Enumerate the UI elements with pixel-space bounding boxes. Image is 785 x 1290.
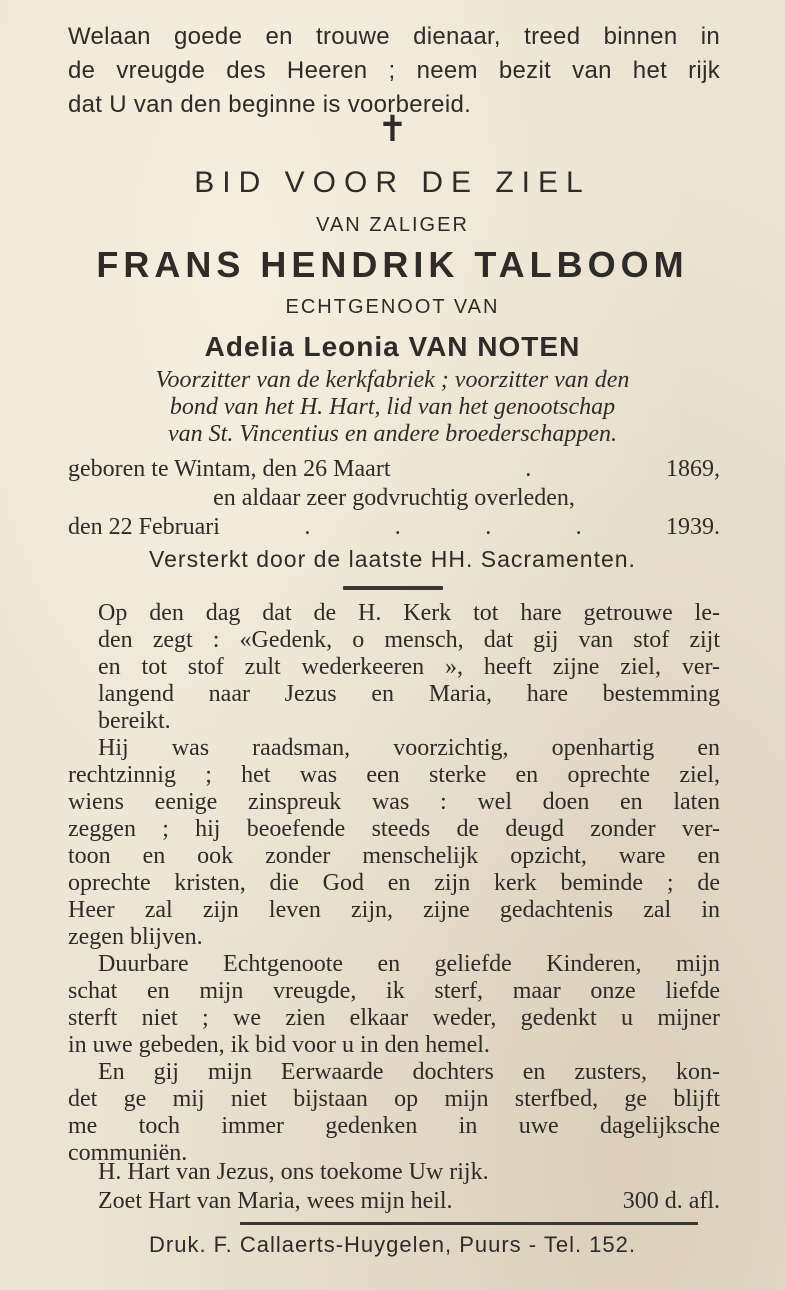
- paragraph: [68, 951, 720, 1059]
- body-line: en tot stof zult wederkeeren », heeft zijne ziel, ver-: [98, 654, 720, 680]
- roles-line: Voorzitter van de kerkfabriek ; voorzitter van den: [155, 367, 630, 393]
- verse-line: Welaan goede en trouwe dienaar, treed binnen in: [68, 23, 720, 50]
- body-line: Hij was raadsman, voorzichtig, openhartig en: [98, 735, 720, 761]
- paragraph: [68, 600, 720, 735]
- bible-verse: [68, 20, 720, 122]
- printer-imprint: Druk. F. Callaerts-Huygelen, Puurs - Tel. 152.: [149, 1232, 636, 1257]
- deceased-name: FRANS HENDRIK TALBOOM: [96, 244, 689, 285]
- heading: BID VOOR DE ZIEL: [194, 166, 591, 199]
- indulgence: 300 d. afl.: [622, 1188, 720, 1214]
- body-line: rechtzinnig ; het was een sterke en oprechte ziel,: [68, 762, 720, 788]
- life-dates: [68, 455, 720, 542]
- body-line: En gij mijn Eerwaarde dochters en zusters, kon-: [98, 1059, 720, 1085]
- roles-line: bond van het H. Hart, lid van het genootschap: [169, 394, 616, 420]
- prayers: [68, 1158, 720, 1216]
- printer-rule: [240, 1222, 698, 1225]
- spouse-name: Adelia Leonia VAN NOTEN: [204, 331, 581, 362]
- prayer-line: [68, 1187, 720, 1216]
- death-dot: .: [485, 514, 492, 540]
- body-line: Duurbare Echtgenoote en geliefde Kinderen, mijn: [98, 951, 720, 977]
- van-zaliger: VAN ZALIGER: [316, 214, 469, 236]
- body-text: [68, 600, 720, 1167]
- roles: [0, 367, 785, 448]
- paragraph: [68, 1059, 720, 1167]
- birth-dot: .: [525, 456, 532, 482]
- body-line: bereikt.: [98, 708, 171, 734]
- verse-line: de vreugde des Heeren ; neem bezit van het rijk: [68, 57, 720, 84]
- body-line: schat en mijn vreugde, ik sterf, maar onze liefde: [68, 978, 720, 1004]
- body-line: in uwe gebeden, ik bid voor u in den hemel.: [68, 1032, 490, 1058]
- prayer-line: H. Hart van Jezus, ons toekome Uw rijk.: [98, 1159, 489, 1185]
- cross-icon: ✝: [377, 109, 408, 150]
- body-line: toon en ook zonder menschelijk opzicht, ware en: [68, 843, 720, 869]
- body-line: zeggen ; hij beoefende steeds de deugd zonder ver-: [68, 816, 720, 842]
- body-line: langend naar Jezus en Maria, hare bestemming: [98, 681, 720, 707]
- death-line: [68, 513, 720, 542]
- body-line: oprechte kristen, die God en zijn kerk beminde ; de: [68, 870, 720, 896]
- spouse-intro: ECHTGENOOT VAN: [285, 296, 500, 318]
- body-line: me toch immer gedenken in uwe dagelijksche: [68, 1113, 720, 1139]
- body-line: zegen blijven.: [68, 924, 203, 950]
- death-text: den 22 Februari: [68, 514, 220, 540]
- divider: [343, 586, 443, 590]
- body-line: communiën.: [68, 1140, 188, 1166]
- death-dot: .: [304, 514, 311, 540]
- body-line: den zegt : «Gedenk, o mensch, dat gij van stof zijt: [98, 627, 720, 653]
- paragraph: [68, 735, 720, 951]
- birth-line: [68, 455, 720, 484]
- sacraments: Versterkt door de laatste HH. Sacramenten.: [149, 546, 636, 572]
- body-line: sterft niet ; we zien elkaar weder, gedenkt u mijner: [68, 1005, 720, 1031]
- death-place-line: en aldaar zeer godvruchtig overleden,: [213, 485, 575, 511]
- body-line: wiens eenige zinspreuk was : wel doen en laten: [68, 789, 720, 815]
- death-dot: .: [394, 514, 401, 540]
- death-dot: .: [575, 514, 582, 540]
- birth-text: geboren te Wintam, den 26 Maart: [68, 456, 391, 482]
- body-line: Heer zal zijn leven zijn, zijne gedachtenis zal in: [68, 897, 720, 923]
- birth-year: 1869,: [666, 456, 720, 482]
- roles-line: van St. Vincentius en andere broederschappen.: [168, 421, 617, 447]
- body-line: Op den dag dat de H. Kerk tot hare getrouwe le-: [98, 600, 720, 626]
- death-year: 1939.: [666, 514, 720, 540]
- prayer-text: Zoet Hart van Maria, wees mijn heil.: [98, 1188, 453, 1214]
- verse-line: dat U van den beginne is voorbereid.: [68, 91, 472, 118]
- body-line: det ge mij niet bijstaan op mijn sterfbed, ge blijft: [68, 1086, 720, 1112]
